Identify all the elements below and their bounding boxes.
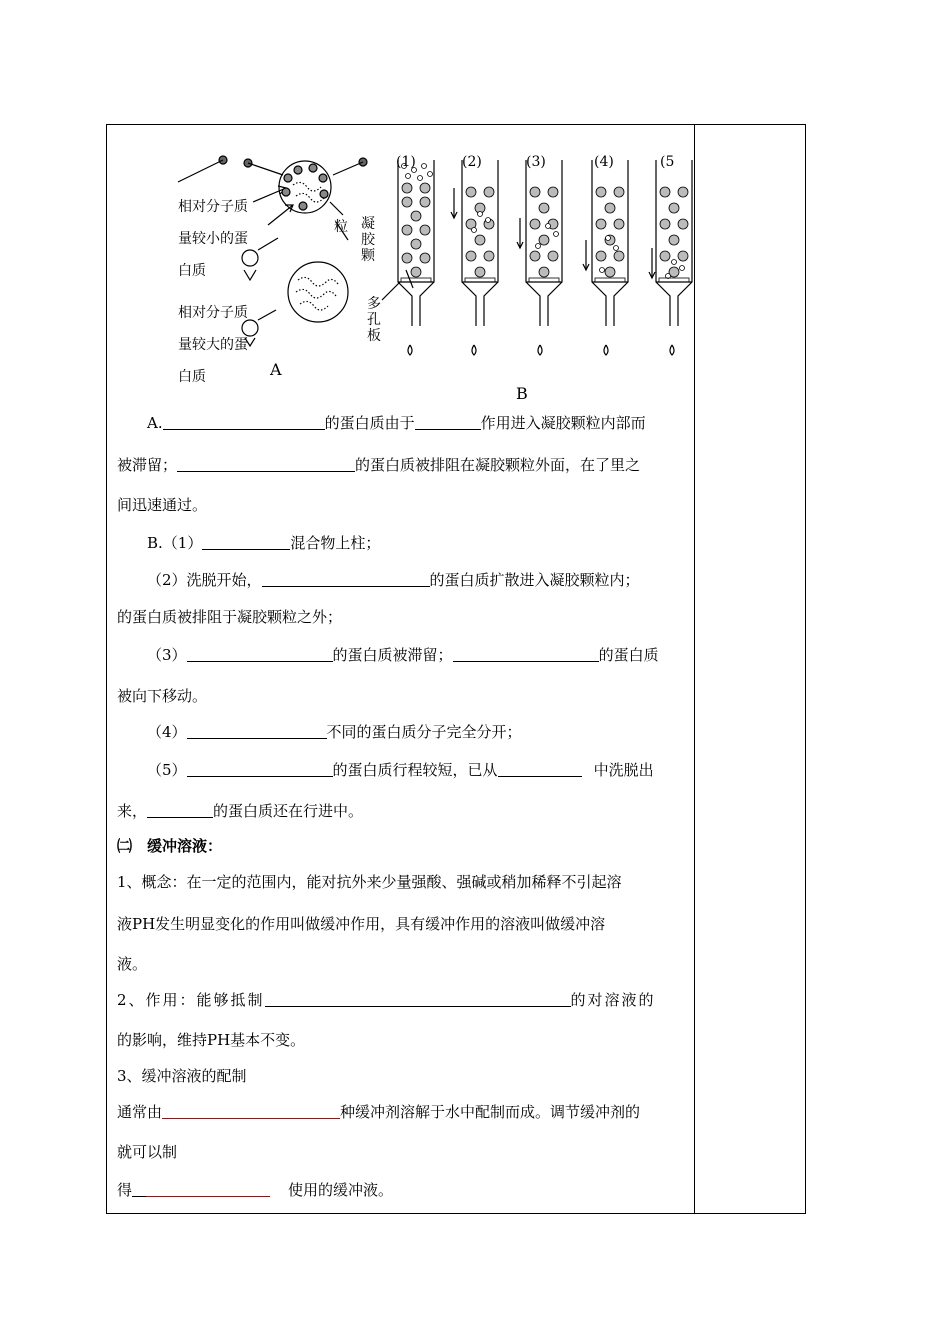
blank-c3b[interactable] xyxy=(146,1180,270,1197)
porous-plate-label: 多孔板 xyxy=(367,296,381,344)
text-line-b3-2: 被向下移动。 xyxy=(117,687,208,705)
large-protein-label-2: 量较大的蛋 xyxy=(178,337,248,353)
text-line-b2-2: 的蛋白质被排阻于凝胶颗粒之外； xyxy=(117,608,343,626)
small-protein-label-3: 白质 xyxy=(178,263,206,279)
blank-b5a[interactable] xyxy=(187,760,333,777)
blank-b5b[interactable] xyxy=(498,760,582,777)
blank-c3a[interactable] xyxy=(162,1102,340,1119)
small-protein-label-2: 量较小的蛋 xyxy=(178,231,248,247)
text-line-c1-2: 液PH发生明显变化的作用叫做缓冲作用，具有缓冲作用的溶液叫做缓冲溶 xyxy=(117,915,606,933)
table-column-divider xyxy=(694,124,695,1214)
text-line-b2: （2）洗脱开始， 的蛋白质扩散进入凝胶颗粒内； xyxy=(147,571,640,589)
blank-b2[interactable] xyxy=(262,570,430,587)
gel-bead-label-tail: 粒 xyxy=(334,219,348,235)
blank-a2[interactable] xyxy=(415,413,481,430)
blank-b3a[interactable] xyxy=(187,645,333,662)
blank-b3b[interactable] xyxy=(453,645,599,662)
text-line-b4: （4） 不同的蛋白质分子完全分开； xyxy=(147,723,522,741)
text-line-c1-1: 1、概念：在一定的范围内，能对抗外来少量强酸、强碱或稍加稀释不引起溶 xyxy=(117,873,622,891)
column-label-2: (2) xyxy=(462,154,482,170)
text-line-c3-title: 3、缓冲溶液的配制 xyxy=(117,1067,247,1085)
blank-a1[interactable] xyxy=(163,413,325,430)
gel-filtration-figure xyxy=(108,130,693,402)
blank-c2[interactable] xyxy=(265,990,571,1007)
text-line-b5: （5） 的蛋白质行程较短，已从 中洗脱出 xyxy=(147,761,654,779)
column-label-1: (1) xyxy=(396,154,416,170)
text-line-a3: 间迅速通过。 xyxy=(117,496,208,514)
section-heading-buffer: ㈡ 缓冲溶液： xyxy=(117,837,223,855)
text-line-c3-1: 通常由 种缓冲剂溶解于水中配制而成。调节缓冲剂的 xyxy=(117,1103,641,1121)
large-protein-label-1: 相对分子质 xyxy=(178,305,248,321)
large-protein-label-3: 白质 xyxy=(178,369,206,385)
text-line-c1-3: 液。 xyxy=(117,955,148,973)
text-line-b3: （3） 的蛋白质被滞留； 的蛋白质 xyxy=(147,646,659,664)
gel-bead-label: 凝胶颗 xyxy=(361,216,375,264)
figure-label-a: A xyxy=(270,360,282,379)
blank-c3b-lead xyxy=(132,1180,146,1197)
figure-label-b: B xyxy=(516,384,528,403)
text-line-c2-2: 的影响，维持PH基本不变。 xyxy=(117,1031,306,1049)
blank-b1[interactable] xyxy=(202,533,290,550)
blank-b5c[interactable] xyxy=(147,801,213,818)
column-label-5: (5 xyxy=(660,154,675,170)
blank-a3[interactable] xyxy=(177,455,355,472)
text-line-a2: 被滞留； 的蛋白质被排阻在凝胶颗粒外面，在了里之 xyxy=(117,456,641,474)
text-line-c2: 2、作用：能够抵制 的对溶液的 xyxy=(117,991,656,1009)
column-label-4: (4) xyxy=(594,154,614,170)
text-line-a1: A. 的蛋白质由于 作用进入凝胶颗粒内部而 xyxy=(147,414,646,432)
text-line-b5-2: 来， 的蛋白质还在行进中。 xyxy=(117,802,364,820)
text-line-c3-3: 得 使用的缓冲液。 xyxy=(117,1181,394,1199)
text-line-c3-2: 就可以制 xyxy=(117,1143,178,1161)
column-label-3: (3) xyxy=(526,154,546,170)
blank-b4[interactable] xyxy=(187,722,327,739)
text-line-b1: B.（1） 混合物上柱； xyxy=(147,534,381,552)
small-protein-label-1: 相对分子质 xyxy=(178,199,248,215)
